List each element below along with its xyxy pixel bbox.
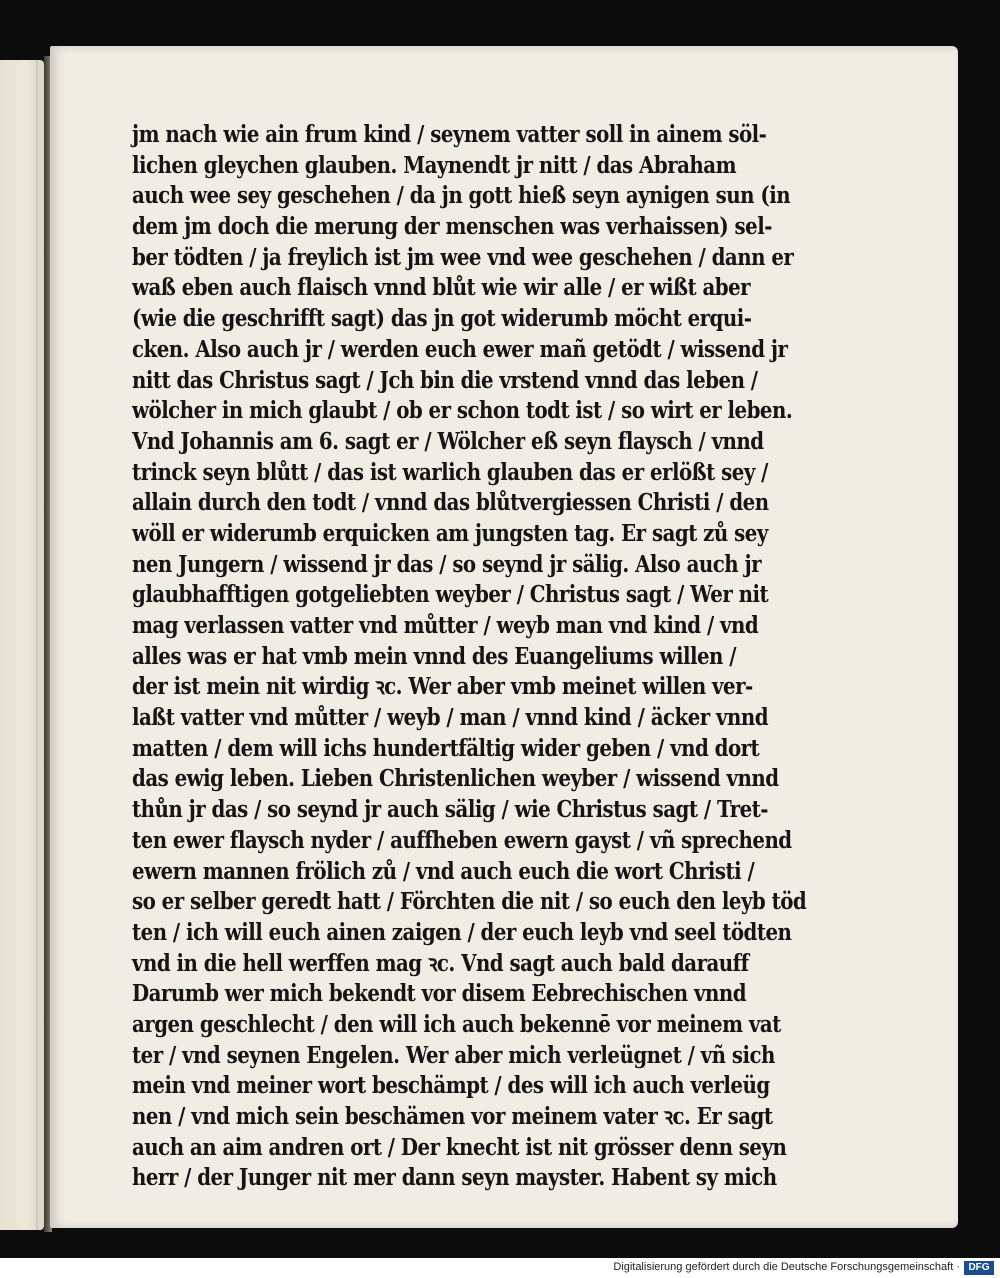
text-line: nitt das Christus sagt / Jch bin die vrstend vnnd das leben / [132, 366, 758, 394]
text-line: herr / der Junger nit mer dann seyn mayster. Habent sy mich [132, 1164, 777, 1192]
body-text [132, 120, 807, 1194]
text-line: allain durch den todt / vnnd das blůtvergiessen Christi / den [132, 489, 769, 517]
page-edge-line [36, 60, 38, 1230]
text-line: lichen gleychen glauben. Maynendt jr nitt / das Abraham [132, 151, 736, 179]
text-line: waß eben auch flaisch vnnd blůt wie wir alle / er wißt aber [132, 274, 751, 302]
text-line: thůn jr das / so seynd jr auch sälig / wie Christus sagt / Tret- [132, 796, 768, 824]
text-line: matten / dem will ichs hundertfältig wider geben / vnd dort [132, 734, 760, 762]
text-line: alles was er hat vmb mein vnnd des Euangeliums willen / [132, 642, 736, 670]
text-line: trinck seyn blůtt / das ist warlich glauben das er erlößt sey / [132, 458, 768, 486]
text-line: nen Jungern / wissend jr das / so seynd jr sälig. Also auch jr [132, 550, 762, 578]
text-line: glaubhafftigen gotgeliebten weyber / Christus sagt / Wer nit [132, 581, 769, 609]
document-page [50, 46, 958, 1228]
previous-page-edge [0, 60, 44, 1230]
text-line: nen / vnd mich sein beschämen vor meinem vater ꝛc. Er sagt [132, 1103, 773, 1130]
dfg-logo-icon: DFG [964, 1261, 994, 1275]
dfg-credit-text: Digitalisierung gefördert durch die Deutsche Forschungsgemeinschaft · [613, 1261, 960, 1273]
text-line: (wie die geschrifft sagt) das jn got widerumb möcht erqui- [132, 305, 752, 333]
text-line: Vnd Johannis am 6. sagt er / Wölcher eß seyn flaysch / vnnd [132, 427, 764, 455]
text-line: argen geschlecht / den will ich auch bekennē vor meinem vat [132, 1010, 781, 1038]
text-line: mein vnd meiner wort beschämpt / des will ich auch verleüg [132, 1072, 770, 1100]
text-line: auch wee sey geschehen / da jn gott hieß seyn aynigen sun (in [132, 182, 791, 210]
text-line: ter / vnd seynen Engelen. Wer aber mich verleügnet / vñ sich [132, 1041, 775, 1069]
text-line: auch an aim andren ort / Der knecht ist nit grösser denn seyn [132, 1133, 787, 1161]
text-line: Darumb wer mich bekendt vor disem Eebrechischen vnnd [132, 980, 747, 1008]
text-line: ten ewer flaysch nyder / auffheben ewern gayst / vñ sprechend [132, 826, 792, 854]
text-line: ber tödten / ja freylich ist jm wee vnd wee geschehen / dann er [132, 243, 794, 271]
text-line: ten / ich will euch ainen zaigen / der euch leyb vnd seel tödten [132, 918, 792, 946]
text-line: laßt vatter vnd můtter / weyb / man / vnnd kind / äcker vnnd [132, 704, 769, 732]
text-line: cken. Also auch jr / werden euch ewer mañ getödt / wissend jr [132, 335, 788, 363]
text-line: so er selber geredt hatt / Förchten die nit / so euch den leyb töd [132, 888, 807, 916]
text-line: ewern mannen frölich zů / vnd auch euch die wort Christi / [132, 857, 755, 885]
text-line: dem jm doch die merung der menschen was verhaissen) sel- [132, 213, 772, 241]
text-line: jm nach wie ain frum kind / seynem vatter soll in ainem söl- [132, 121, 767, 148]
text-line: wöll er widerumb erquicken am jungsten tag. Er sagt zů sey [132, 519, 768, 547]
text-line: mag verlassen vatter vnd můtter / weyb man vnd kind / vnd [132, 612, 759, 639]
text-line: vnd in die hell werffen mag ꝛc. Vnd sagt auch bald darauff [132, 949, 749, 977]
footer-bar [0, 1258, 1000, 1278]
text-line: der ist mein nit wirdig ꝛc. Wer aber vmb meinet willen ver- [132, 673, 753, 701]
text-line: das ewig leben. Lieben Christenlichen weyber / wissend vnnd [132, 765, 779, 793]
text-line: wölcher in mich glaubt / ob er schon todt ist / so wirt er leben. [132, 397, 793, 425]
